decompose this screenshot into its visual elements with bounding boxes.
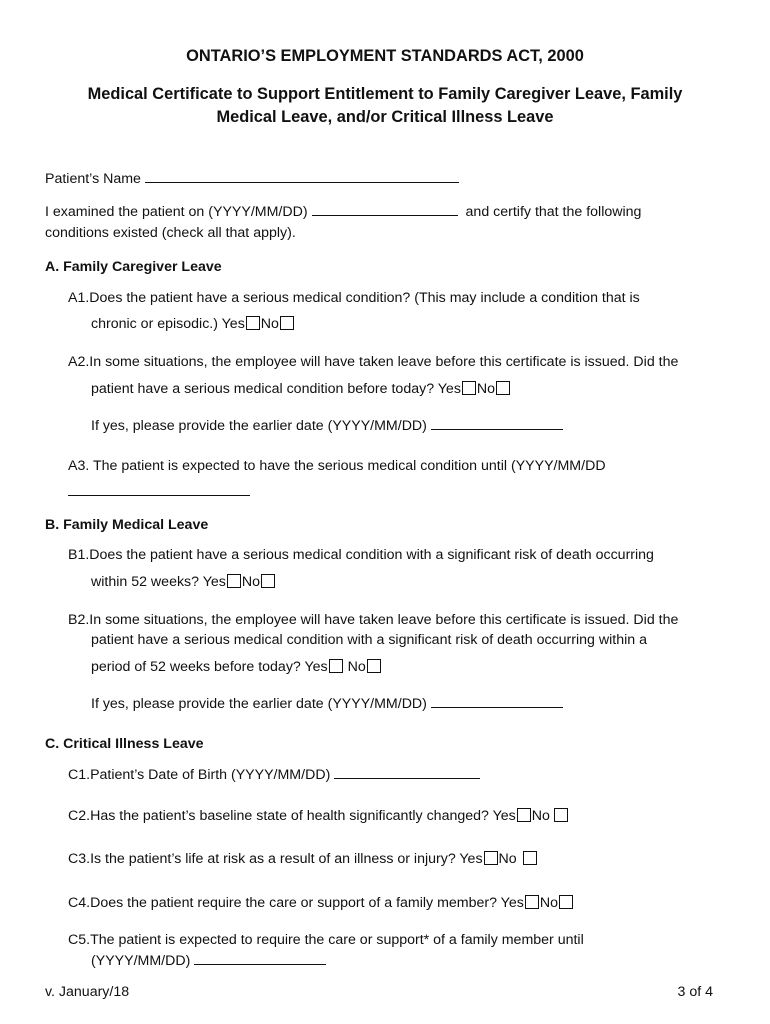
c4-row [68, 895, 574, 911]
a3-date-field[interactable] [68, 495, 250, 496]
b2-question: B2.In some situations, the employee will have taken leave before this certificate is issued. Did the [68, 612, 679, 628]
no-label: No [241, 574, 261, 590]
b1-question-cont: within 52 weeks? Yes [91, 574, 226, 590]
b2-yes-checkbox[interactable] [329, 659, 343, 673]
patient-name-row [45, 171, 459, 187]
b2-question-cont2: period of 52 weeks before today? Yes [91, 659, 328, 675]
c2-yes-checkbox[interactable] [517, 808, 531, 822]
c4-question: C4.Does the patient require the care or support of a family member? Yes [68, 895, 524, 911]
c3-no-checkbox[interactable] [523, 851, 537, 865]
c1-question: C1.Patient’s Date of Birth (YYYY/MM/DD) [68, 767, 331, 783]
c1-birth-date-field[interactable] [334, 777, 480, 779]
c2-question: C2.Has the patient’s baseline state of health significantly changed? Yes [68, 808, 516, 824]
a2-no-checkbox[interactable] [496, 381, 510, 395]
a2-earlier-date-field[interactable] [431, 428, 563, 430]
conditions-text: conditions existed (check all that apply). [45, 225, 296, 241]
b1-answer-row [91, 574, 276, 590]
a2-question-cont: patient have a serious medical condition before today? Yes [91, 381, 461, 397]
form-title-line-2: Medical Leave, and/or Critical Illness Leave [216, 108, 554, 126]
b2-no-checkbox[interactable] [367, 659, 381, 673]
no-label: No [347, 659, 366, 675]
a2-answer-row [91, 381, 511, 397]
no-label: No [476, 381, 496, 397]
patient-name-label: Patient’s Name [45, 171, 141, 187]
b2-earlier-row [91, 696, 563, 712]
b1-no-checkbox[interactable] [261, 574, 275, 588]
a2-earlier-label: If yes, please provide the earlier date (YYYY/MM/DD) [91, 418, 427, 434]
b2-question-cont: patient have a serious medical condition with a significant risk of death occurring within a [91, 632, 647, 648]
no-label: No [539, 895, 558, 911]
section-a-heading: A. Family Caregiver Leave [45, 259, 222, 275]
b2-earlier-date-field[interactable] [431, 706, 563, 708]
no-label: No [260, 316, 279, 332]
act-title: ONTARIO’S EMPLOYMENT STANDARDS ACT, 2000 [186, 47, 584, 65]
patient-name-field[interactable] [145, 181, 459, 183]
exam-date-field[interactable] [312, 214, 458, 216]
b1-question: B1.Does the patient have a serious medical condition with a significant risk of death occurring [68, 547, 654, 563]
section-c-heading: C. Critical Illness Leave [45, 736, 204, 752]
a1-question-cont: chronic or episodic.) Yes [91, 316, 245, 332]
a3-question: A3. The patient is expected to have the serious medical condition until (YYYY/MM/DD [68, 458, 606, 474]
exam-date-label: I examined the patient on (YYYY/MM/DD) [45, 204, 308, 220]
a1-question: A1.Does the patient have a serious medical condition? (This may include a condition that is [68, 290, 640, 306]
c5-question-cont: (YYYY/MM/DD) [91, 953, 191, 969]
a1-no-checkbox[interactable] [280, 316, 294, 330]
c4-yes-checkbox[interactable] [525, 895, 539, 909]
exam-date-row [45, 204, 641, 220]
c3-yes-checkbox[interactable] [484, 851, 498, 865]
certify-text: and certify that the following [465, 204, 642, 220]
c2-row [68, 808, 569, 824]
c5-question: C5.The patient is expected to require the care or support* of a family member until [68, 932, 584, 948]
b2-earlier-label: If yes, please provide the earlier date (YYYY/MM/DD) [91, 696, 427, 712]
page-number: 3 of 4 [677, 984, 713, 1000]
c3-row [68, 851, 538, 867]
a2-question: A2.In some situations, the employee will have taken leave before this certificate is issued. Did the [68, 354, 679, 370]
a1-answer-row [91, 316, 295, 332]
b2-answer-row [91, 659, 382, 675]
no-label: No [498, 851, 517, 867]
b1-yes-checkbox[interactable] [227, 574, 241, 588]
form-title-line-1: Medical Certificate to Support Entitlement to Family Caregiver Leave, Family [87, 85, 683, 103]
c1-row [68, 767, 480, 783]
a2-yes-checkbox[interactable] [462, 381, 476, 395]
no-label: No [531, 808, 550, 824]
a1-yes-checkbox[interactable] [246, 316, 260, 330]
a2-earlier-row [91, 418, 563, 434]
c3-question: C3.Is the patient’s life at risk as a result of an illness or injury? Yes [68, 851, 483, 867]
version-label: v. January/18 [45, 984, 130, 1000]
c4-no-checkbox[interactable] [559, 895, 573, 909]
section-b-heading: B. Family Medical Leave [45, 517, 209, 533]
c5-date-row [91, 953, 326, 969]
c5-date-field[interactable] [194, 963, 326, 965]
c2-no-checkbox[interactable] [554, 808, 568, 822]
